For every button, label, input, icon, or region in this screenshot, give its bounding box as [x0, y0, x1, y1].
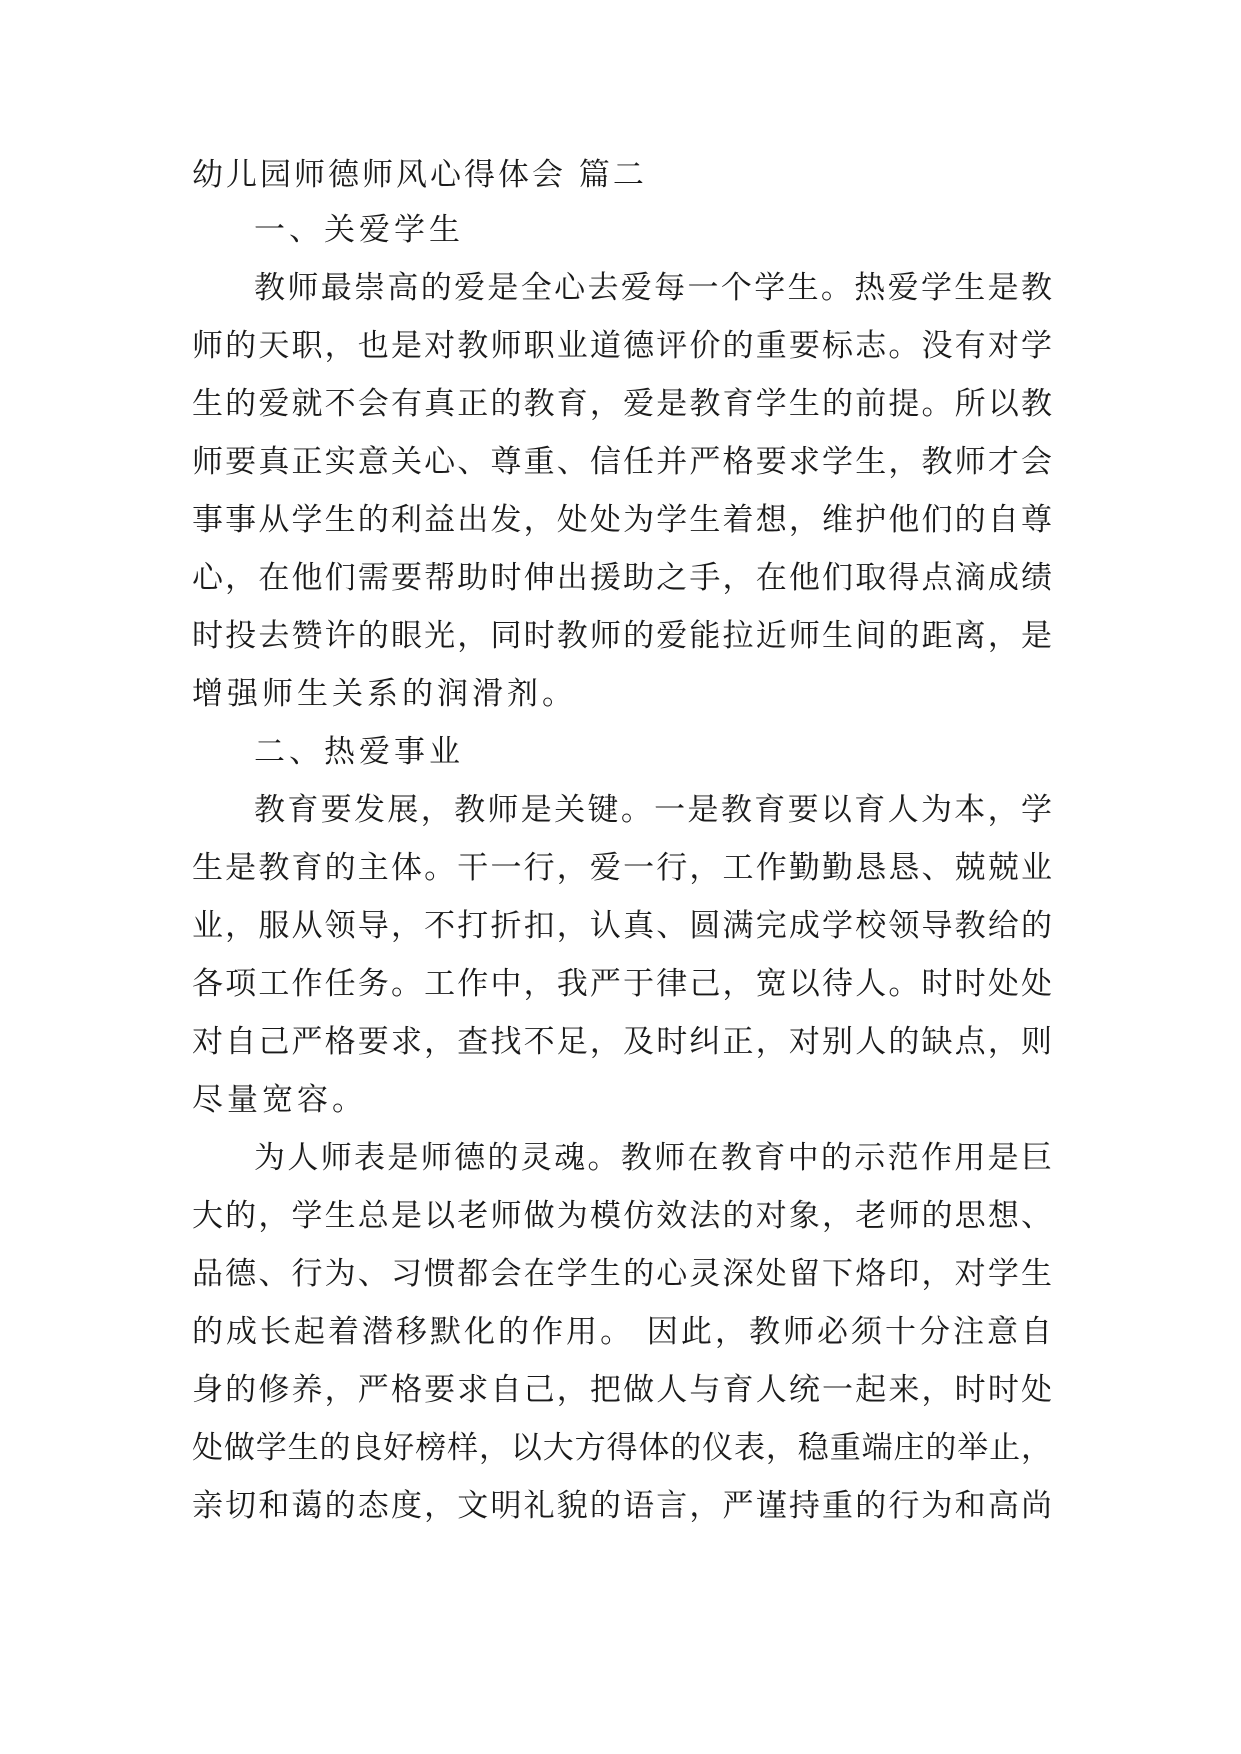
paragraph [192, 1140, 1052, 1524]
text-line: 处做学生的良好榜样，以大方得体的仪表，稳重端庄的举止， [192, 1430, 1052, 1466]
text-line: 师的天职，也是对教师职业道德评价的重要标志。没有对学 [192, 328, 1052, 364]
text-line: 事事从学生的利益出发，处处为学生着想，维护他们的自尊 [192, 502, 1052, 538]
text-line: 教育要发展，教师是关键。一是教育要以育人为本，学 [254, 792, 1052, 828]
paragraph [192, 792, 1052, 1118]
text-line: 心，在他们需要帮助时伸出援助之手，在他们取得点滴成绩 [192, 560, 1052, 596]
text-line: 生是教育的主体。干一行，爱一行，工作勤勤恳恳、兢兢业 [192, 850, 1052, 886]
text-line: 师要真正实意关心、尊重、信任并严格要求学生，教师才会 [192, 444, 1052, 480]
section-heading: 一、关爱学生 [254, 212, 464, 248]
text-line: 各项工作任务。工作中，我严于律己，宽以待人。时时处处 [192, 966, 1052, 1002]
text-line: 时投去赞许的眼光，同时教师的爱能拉近师生间的距离，是 [192, 618, 1052, 654]
paragraph [192, 270, 1052, 712]
document-page [192, 158, 1052, 1546]
text-line: 教师最崇高的爱是全心去爱每一个学生。热爱学生是教 [254, 270, 1052, 306]
section-love-career [192, 734, 1052, 1524]
text-line: 生的爱就不会有真正的教育，爱是教育学生的前提。所以教 [192, 386, 1052, 422]
section-care-for-students [192, 212, 1052, 712]
text-line: 尽量宽容。 [192, 1082, 367, 1118]
text-line: 大的，学生总是以老师做为模仿效法的对象，老师的思想、 [192, 1198, 1052, 1234]
text-line: 增强师生关系的润滑剂。 [192, 676, 577, 712]
text-line: 的成长起着潜移默化的作用。 因此，教师必须十分注意自 [192, 1314, 1052, 1350]
text-line: 业，服从领导，不打折扣，认真、圆满完成学校领导教给的 [192, 908, 1052, 944]
text-line: 身的修养，严格要求自己，把做人与育人统一起来，时时处 [192, 1372, 1052, 1408]
text-line: 品德、行为、习惯都会在学生的心灵深处留下烙印，对学生 [192, 1256, 1052, 1292]
document-title: 幼儿园师德师风心得体会 篇二 [192, 157, 647, 193]
text-line: 对自己严格要求，查找不足，及时纠正，对别人的缺点，则 [192, 1024, 1052, 1060]
section-heading: 二、热爱事业 [254, 734, 464, 770]
text-line: 为人师表是师德的灵魂。教师在教育中的示范作用是巨 [254, 1140, 1052, 1176]
text-line: 亲切和蔼的态度，文明礼貌的语言，严谨持重的行为和高尚 [192, 1488, 1052, 1524]
